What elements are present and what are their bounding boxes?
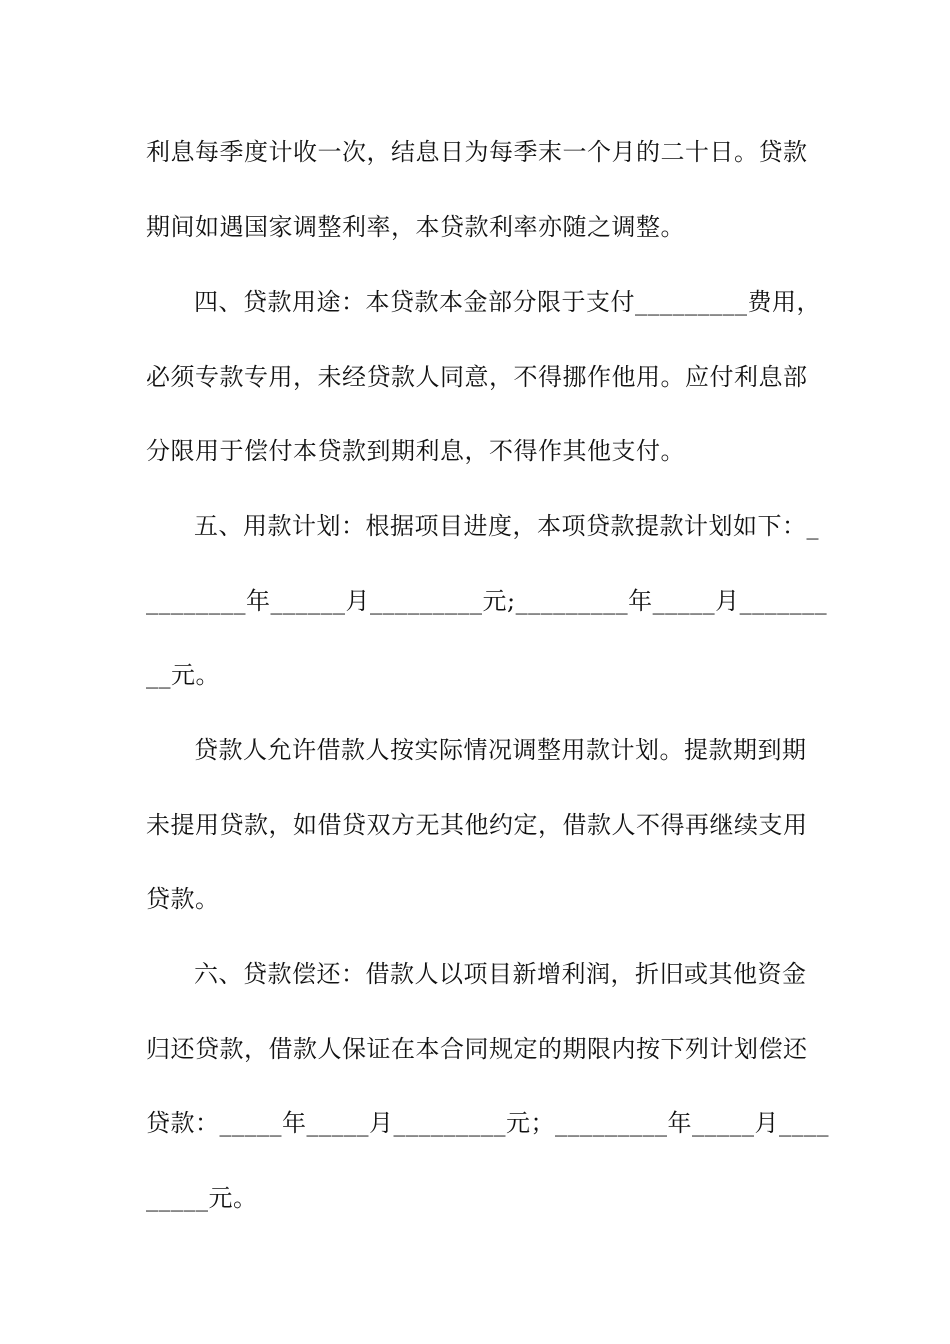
- section-heading-repayment: 六、贷款偿还：借款人以项目新增利润，折旧或其他资金: [194, 960, 807, 988]
- text-line: 贷款。: [146, 885, 220, 913]
- text-line: ________年______月_________元;_________年_____月_______: [146, 587, 828, 615]
- text-line: 贷款：_____年_____月_________元；_________年_____月____: [146, 1109, 829, 1137]
- text-line: 期间如遇国家调整利率，本贷款利率亦随之调整。: [146, 213, 685, 241]
- text-line: 必须专款专用，未经贷款人同意，不得挪作他用。应付利息部: [146, 363, 808, 391]
- text-line: 未提用贷款，如借贷双方无其他约定，借款人不得再继续支用: [146, 811, 808, 839]
- text-line: 归还贷款，借款人保证在本合同规定的期限内按下列计划偿还: [146, 1035, 808, 1063]
- text-line: 利息每季度计收一次，结息日为每季末一个月的二十日。贷款: [146, 138, 808, 166]
- paragraph-start: 贷款人允许借款人按实际情况调整用款计划。提款期到期: [194, 736, 807, 764]
- text-line: _____元。: [146, 1184, 258, 1212]
- section-heading-loan-purpose: 四、贷款用途：本贷款本金部分限于支付_________费用，: [194, 288, 821, 316]
- section-heading-usage-plan: 五、用款计划：根据项目进度，本项贷款提款计划如下：_: [194, 512, 819, 540]
- text-line: 分限用于偿付本贷款到期利息，不得作其他支付。: [146, 437, 685, 465]
- text-line: __元。: [146, 661, 220, 689]
